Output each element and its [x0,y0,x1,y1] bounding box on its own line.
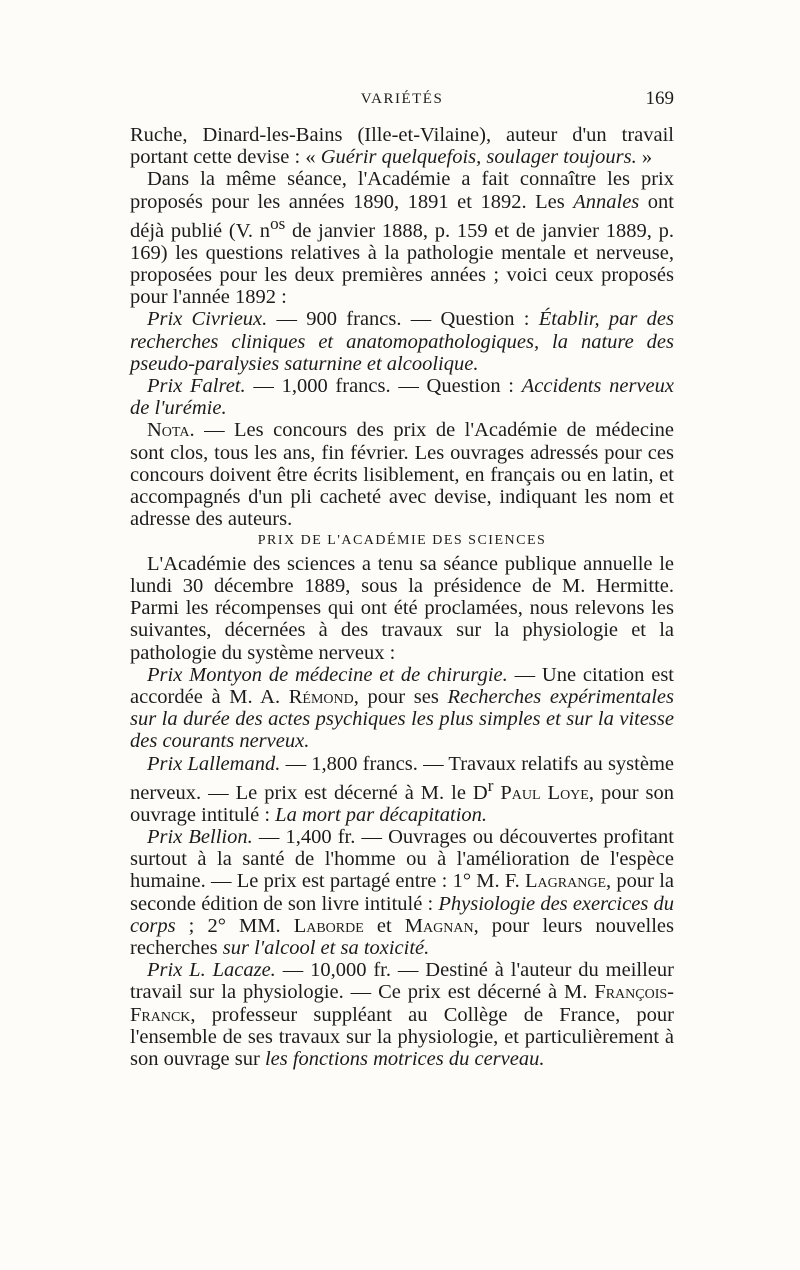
prix-falret: Prix Falret. — 1,000 francs. — Question : Accidents nerveux de l'urémie. [130,375,675,420]
laureate-name: Paul Loye [493,781,589,804]
prize-label: Prix Falret. [147,375,246,398]
work-title: sur l'alcool et sa toxicité. [222,936,430,959]
laureate-name: Magnan [404,914,474,937]
page-body [130,124,674,1070]
paragraph-seance: Dans la même séance, l'Académie a fait connaître les prix proposés pour les années 1890, 1891 et 1892. Les Annales ont déjà publié (V. $n^{os}$ de janvier 1888, p. 159 et de janvier 1889, p. 169) les questions relatives à la pathologie mentale et nerveuse, proposées pour les deux premières années ; voici ceux proposés pour l'année 1892 : [130,168,675,309]
motto: Guérir quelquefois, soulager toujours. [320,146,637,169]
work-title: La mort par décapitation. [275,803,488,826]
prize-question: Établir, par des recherches cliniques et anatomopathologiques, la nature des pseudo-paralysies saturnine et alcoolique. [130,308,674,375]
prize-question: Accidents nerveux de l'urémie. [130,375,675,420]
prix-lacaze: Prix L. Lacaze. — 10,000 fr. — Destiné à l'auteur du meilleur travail sur la physiologie. — Ce prix est décerné à M. François-Franck, professeur suppléant au Collège de France, pour l'ensemble de ses travaux sur la physiologie, et particulièrement à son ouvrage sur les fonctions motrices du cerveau. [130,959,674,1070]
running-title: VARIÉTÉS [360,91,444,107]
prize-label: Prix Lallemand. [147,752,281,775]
nota-label: Nota. [147,419,195,442]
prize-label: Prix Montyon de médecine et de chirurgie. [147,663,508,686]
paragraph-ruche: Ruche, Dinard-les-Bains (Ille-et-Vilaine), auteur d'un travail portant cette devise : « Guérir quelquefois, soulager toujours. » [130,124,674,169]
work-title: Recherches expérimentales sur la durée des actes psychiques les plus simples et sur la vitesse des courants nerveux. [130,685,674,753]
prix-lallemand: Prix Lallemand. — 1,800 francs. — Travaux relatifs au système nerveux. — Le prix est décerné à M. le $D^r$ Paul Loye, pour son ouvrage intitulé : La mort par décapitation. [130,752,675,826]
prix-bellion: Prix Bellion. — 1,400 fr. — Ouvrages ou découvertes profitant surtout à la santé de l'homme ou à l'amélioration de l'espèce humaine. — Le prix est partagé entre : 1° M. F. Lagrange, pour la seconde édition de son livre intitulé : Physiologie des exercices du corps ; 2° MM. Laborde et Magnan, pour leurs nouvelles recherches sur l'alcool et sa toxicité. [130,825,674,959]
prize-label: Prix L. Lacaze. [147,959,276,982]
laureate-name: Rémond [288,685,354,708]
prize-label: Prix Bellion. [147,825,253,848]
prix-montyon: Prix Montyon de médecine et de chirurgie. — Une citation est accordée à M. A. Rémond, pour ses Recherches expérimentales sur la durée des actes psychiques les plus simples et sur la vitesse des courants nerveux. [130,663,675,753]
laureate-name: Laborde [293,914,364,937]
sciences-intro: L'Académie des sciences a tenu sa séance publique annuelle le lundi 30 décembre 1889, sous la présidence de M. Hermitte. Parmi les récompenses qui ont été proclamées, nous relevons les suivantes, décernées à des travaux sur la physiologie et la pathologie du système nerveux : [130,552,674,664]
work-title: Physiologie des exercices du corps [130,892,674,937]
work-title: les fonctions motrices du cerveau. [264,1047,545,1070]
section-heading: PRIX DE L'ACADÉMIE DES SCIENCES [257,533,547,549]
annales-title: Annales [573,190,640,213]
running-head [130,88,674,117]
laureate-name: Lagrange [525,870,606,893]
page-number: 169 [645,88,674,109]
prize-label: Prix Civrieux. [147,308,268,331]
laureate-name: François-Franck [130,981,674,1026]
nota-paragraph: Nota. — Les concours des prix de l'Académie de médecine sont clos, tous les ans, fin février. Les ouvrages adressés pour ces concours doivent être écrits lisiblement, en français ou en latin, et accompagnés d'un pli cacheté avec devise, indiquant les nom et adresse des auteurs. [130,419,674,531]
prix-civrieux: Prix Civrieux. — 900 francs. — Question : Établir, par des recherches cliniques et anatomopathologiques, la nature des pseudo-paralysies saturnine et alcoolique. [130,308,674,375]
